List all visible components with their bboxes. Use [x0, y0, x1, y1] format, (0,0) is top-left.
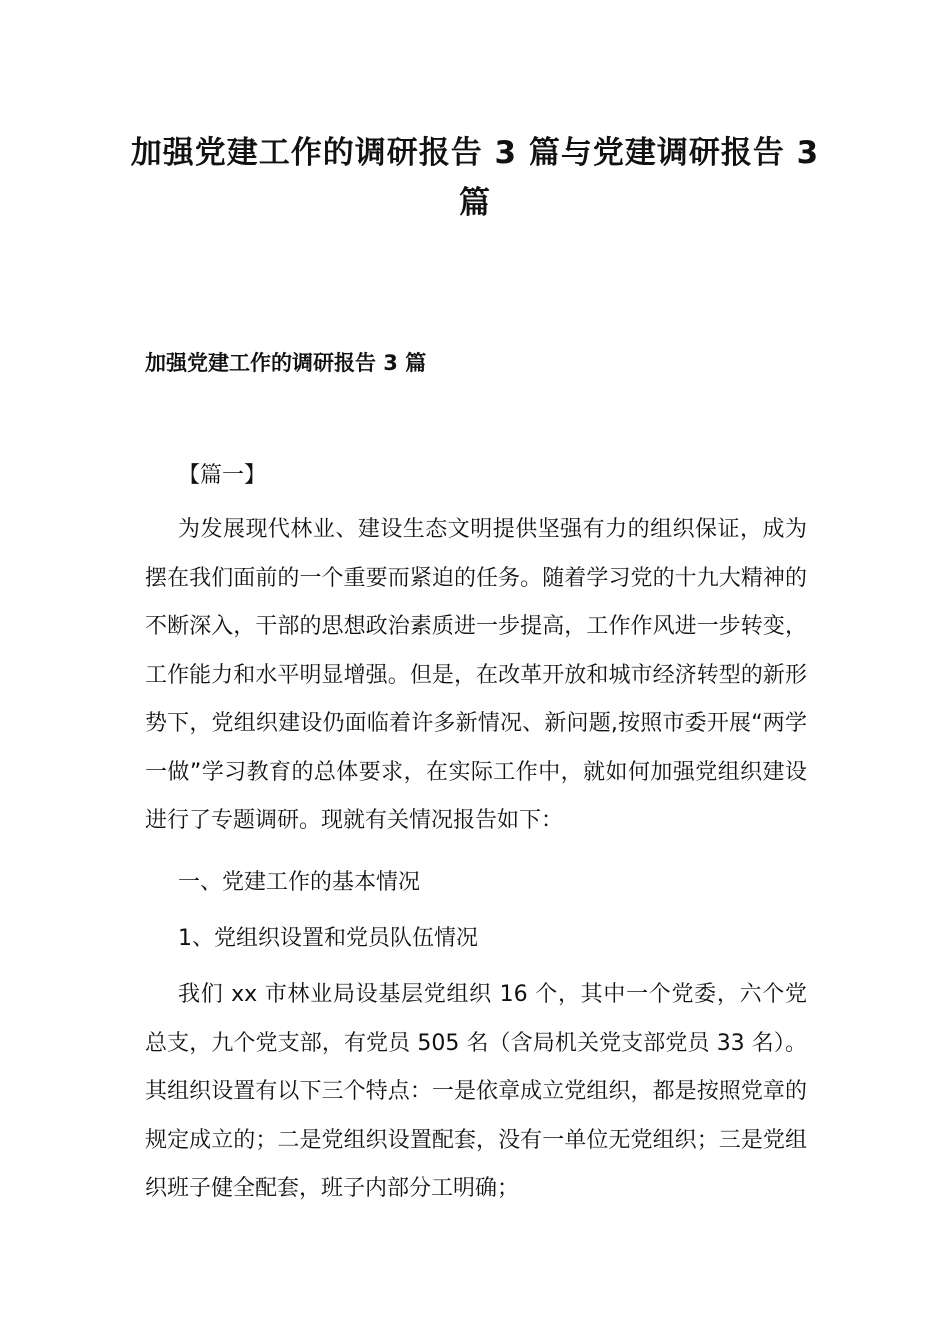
part-label: 【篇一】 [178, 463, 267, 488]
intro-paragraph: 为发展现代林业、建设生态文明提供坚强有力的组织保证，成为摆在我们面前的一个重要而紧迫的任务。随着学习党的十九大精神的不断深入，干部的思想政治素质进一步提高，工作作风进一步转变，工作能力和水平明显增强。但是，在改革开放和城市经济转型的新形势下，党组织建设仍面临着许多新情况、新问题,按照市委开展“两学一做”学习教育的总体要求，在实际工作中，就如何加强党组织建设进行了专题调研。现就有关情况报告如下： [145, 517, 807, 833]
org-setup-paragraph: 我们 xx 市林业局设基层党组织 16 个，其中一个党委，六个党总支，九个党支部，有党员 505 名（含局机关党支部党员 33 名）。其组织设置有以下三个特点：一是依章成立党组织，都是按照党章的规定成立的；二是党组织设置配套，没有一单位无党组织；三是党组织班子健全配套，班子内部分工明确； [145, 982, 807, 1201]
subheading-basic-situation: 一、党建工作的基本情况 [178, 870, 421, 895]
subheading-org-setup: 1、党组织设置和党员队伍情况 [178, 926, 478, 951]
section-heading: 加强党建工作的调研报告 3 篇 [145, 351, 427, 375]
document-title: 加强党建工作的调研报告 3 篇与党建调研报告 3 篇 [130, 135, 820, 221]
